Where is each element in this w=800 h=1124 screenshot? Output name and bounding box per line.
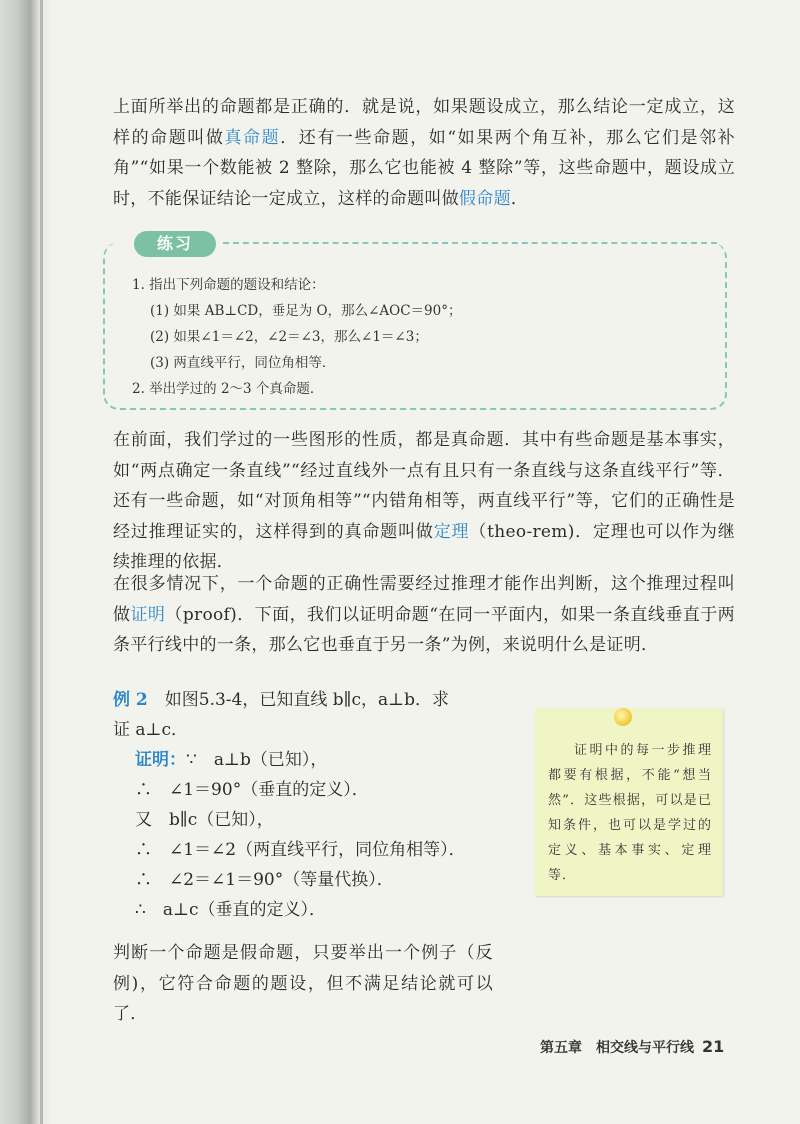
example-statement-cont: 证 a⊥c． bbox=[113, 720, 189, 740]
proof-label: 证明： bbox=[135, 750, 186, 770]
term-false-proposition: 假命题 bbox=[459, 188, 511, 209]
exercise-item: 1. 指出下列命题的题设和结论： bbox=[132, 277, 325, 293]
page-footer bbox=[540, 1037, 740, 1061]
exercise-title: 练习 bbox=[134, 231, 216, 257]
proof-line: 又 b∥c（已知）， bbox=[135, 810, 274, 830]
note-text: 证明中的每一步推理都要有根据，不能“想当然”．这些根据，可以是已知条件，也可以是学过的定义、基本事实、定理等． bbox=[548, 743, 712, 883]
proof-line bbox=[113, 745, 523, 775]
term-proof: 证明 bbox=[130, 604, 166, 625]
para1-text-b: ．还有一些命题，如“如果两个角互补，那么它们是邻补角”“如果一个数能被 2 整除，那么它也能被 4 整除”等，这些命题中，题设成立时，不能保证结论一定成立，这样的命题叫做 bbox=[113, 127, 735, 209]
para2-text-a: 在前面，我们学过的一些图形的性质，都是真命题．其中有些命题是基本事实，如“两点确定一条直线”“经过直线外一点有且只有一条直线与这条直线平行”等．还有一些命题，如“对顶角相等”“内错角相等，两直线平行”等，它们的正确性是经过推理证实的，这样得到的真命题叫做 bbox=[113, 430, 735, 542]
term-true-proposition: 真命题 bbox=[224, 127, 281, 148]
paragraph-proof bbox=[113, 569, 735, 661]
book-spine-shadow bbox=[0, 0, 52, 1124]
exercise-item: (2) 如果∠1＝∠2，∠2＝∠3，那么∠1＝∠3； bbox=[150, 329, 428, 345]
paragraph-true-false-propositions bbox=[113, 92, 735, 214]
paragraph-theorem bbox=[113, 425, 735, 578]
proof-line: ∴ a⊥c（垂直的定义）． bbox=[135, 900, 326, 920]
para1-text-c: ． bbox=[510, 188, 529, 209]
para3-text-a: 在很多情况下，一个命题的正确性需要经过推理才能作出判断，这个推理过程叫做 bbox=[113, 574, 735, 625]
proof-line: ∴ ∠1＝90°（垂直的定义）． bbox=[135, 780, 369, 800]
proof-line-0: ∵ a⊥b（已知）， bbox=[186, 750, 328, 770]
example-label: 例 2 bbox=[113, 690, 148, 710]
example-2 bbox=[113, 685, 523, 925]
term-theorem: 定理 bbox=[433, 521, 470, 542]
exercise-item: 2. 举出学过的 2～3 个真命题． bbox=[132, 381, 324, 397]
para1-text-a: 上面所举出的命题都是正确的．就是说，如果题设成立，那么结论一定成立，这样的命题叫做 bbox=[113, 97, 735, 148]
proof-line: ∴ ∠1＝∠2（两直线平行，同位角相等）． bbox=[135, 840, 466, 860]
para3-text-b: （proof)．下面，我们以证明命题“在同一平面内，如果一条直线垂直于两条平行线中的一条，那么它也垂直于另一条”为例，来说明什么是证明． bbox=[113, 604, 735, 655]
exercise-list bbox=[132, 272, 712, 402]
example-text-1: 如图5.3-4，已知直线 b∥c，a⊥b．求 bbox=[164, 690, 450, 710]
proof-line: ∴ ∠2＝∠1＝90°（等量代换）． bbox=[135, 870, 394, 890]
chapter-title: 第五章 相交线与平行线 bbox=[540, 1040, 694, 1056]
pushpin-icon bbox=[614, 708, 632, 726]
page-number: 21 bbox=[702, 1037, 725, 1056]
para2-text-b: （theo-rem)．定理也可以作为继续推理的依据． bbox=[113, 521, 735, 572]
page-edge bbox=[40, 0, 43, 1124]
exercise-item: (1) 如果 AB⊥CD，垂足为 O，那么∠AOC＝90°； bbox=[150, 303, 462, 319]
example-statement bbox=[113, 685, 523, 715]
paragraph-counterexample: 判断一个命题是假命题，只要举出一个例子（反例)，它符合命题的题设，但不满足结论就可以了． bbox=[113, 943, 493, 1024]
exercise-item: (3) 两直线平行，同位角相等． bbox=[150, 355, 336, 371]
